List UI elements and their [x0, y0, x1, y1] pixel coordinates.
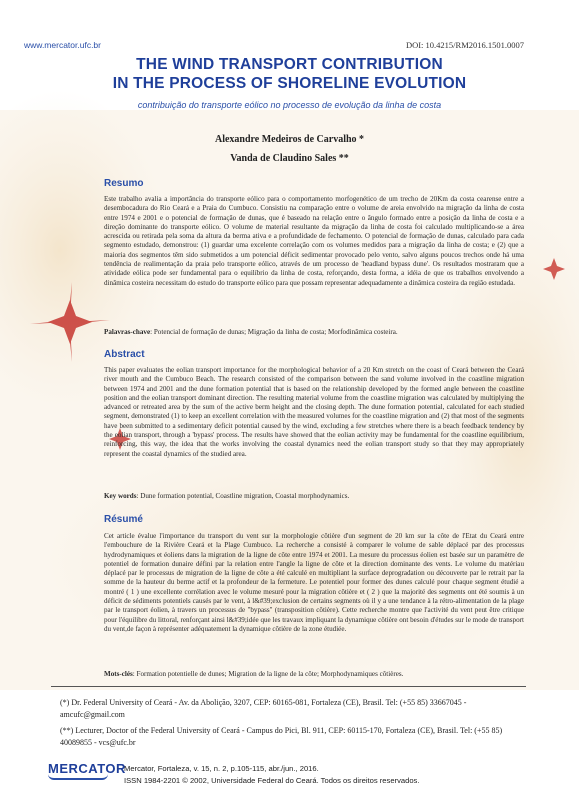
keywords-label: Key words — [104, 492, 137, 500]
article-subtitle: contribuição do transporte eólico no processo de evolução da linha de costa — [137, 100, 442, 110]
logo-text: MERCATOR — [48, 761, 126, 776]
resume-heading: Résumé — [104, 514, 143, 525]
resume-keywords — [104, 670, 524, 679]
article-title-line-2: IN THE PROCESS OF SHORELINE EVOLUTION — [112, 75, 467, 92]
mercator-logo — [48, 761, 126, 780]
footnote-divider — [51, 686, 526, 687]
keywords-value: : Formation potentielle de dunes; Migration de la ligne de la côte; Morphodynamiques côtières. — [132, 670, 404, 678]
resumo-keywords — [104, 328, 524, 337]
author-1: Alexandre Medeiros de Carvalho * — [214, 134, 365, 145]
footnote-author-2: (**) Lecturer, Doctor of the Federal University of Ceará - Campus do Pici, Bl. 911, CEP: 60115-170, Fortaleza (CE), Brasil. Tel: (+55 85) 40089855 - vcs@ufc.br — [60, 726, 503, 747]
issn-copyright: ISSN 1984-2201 © 2002, Universidade Federal do Ceará. Todos os direitos reservados. — [124, 776, 420, 785]
article-title-line-1: THE WIND TRANSPORT CONTRIBUTION — [136, 56, 443, 73]
citation: Mercator, Fortaleza, v. 15, n. 2, p.105-115, abr./jun., 2016. — [124, 764, 319, 773]
keywords-label: Mots-clés — [104, 670, 133, 678]
resumo-text: Este trabalho avalia a importância do transporte eólico para o comportamento morfogenético de um trecho de 20Km da costa cearense entre a desembocadura do Rio Ceará e a Praia do Cumbuco. Consistiu na comparação entre o volume de areia envolvido na migração da linha de costa entre 1974 e 2001 e o potencial de formação de dunas, que é baseado na relação entre o ângulo formado entre a posição da linha de costa e a direção dominante do transporte eólico. O volume de material resultante da migração da linha de costa foi calculado multiplicando-se a área acrescida ou retirada pela soma da altura da berma ativa e a profundidade de fechamento. O potencial de formação de dunas, calculado para cada segmento estudado, demonstrou: (1) guardar uma excelente correlação com os volumes medidos para a migração da linha de costa; e (2) que a maioria dos segmentos têm sido submetidos a um potencial déficit sedimentar provocado pelo vento, salvo alguns poucos trechos onde há uma tendência de realimentação da praia pelo transporte eólico, através de um processo de 'headland bypass dune'. Os resultados mostraram que a atividade eólica pode ser fundamental para o equilíbrio da linha de costa, reforçando, desta forma, a idéia de que os trabalhos envolvendo a dinâmica costeira necessitam do estudo do transporte eólico para que possam representar adequadamente a dinâmica costeira da região estudada. — [104, 195, 524, 287]
abstract-keywords — [104, 492, 524, 501]
keywords-value: : Dune formation potential, Coastline migration, Coastal morphodynamics. — [136, 492, 350, 500]
resumo-heading: Resumo — [104, 178, 144, 189]
author-2: Vanda de Claudino Sales ** — [230, 153, 349, 164]
resume-text: Cet article évalue l'importance du transport du vent sur la morphologie côtière d'un segment de 20 km sur la côte de l'Etat du Ceará entre l'embouchure de la Rivière Ceará et la Plage Cumbuco. La recherche a consisté à comparer le volume de sable déplacé par des processus hydrodynamiques et éoliens dans la migration de la ligne de côte entre 1974 et 2001. La mesure du processus éolien est basée sur un paramètre de potentiel de formation dunaire défini par la relation entre l'angle la ligne de côte et la direction dominante des vents. Le volume du matériau déplacé par le processus de migration de la ligne de côte a été calculé en multipliant la surface deprogradation ou découverte par le retrait par la somme de la hauteur du berme actif et la profondeur de la fermeture. Le potentiel pour former des dunes calculé pour chaque segment étudié a montré ( 1 ) une excellente corrélation avec le volume mesuré pour la migration côtière et ( 2 ) que la majorité des segments ont été soumis à un déficit de sédiments potentiels causés par le vent, à l&#39;exclusion de certains segments où il y a une tendance à la rétro-alimentation de la plage par le transport éolien, à travers un processus de "bypass" (transposition côtière). Cette recherche montre que l'activité du vent peut être critique pour l'équilibre du littoral, renforçant ainsi l&#39;idée que les travaux impliquant la dynamique côtière ont besoin d'études sur le mode de transport du vent,de façon à représenter adéquatement la dynamique côtière de la zone étudiée. — [104, 532, 524, 633]
keywords-label: Palavras-chave — [104, 328, 151, 336]
abstract-heading: Abstract — [104, 349, 145, 360]
journal-url[interactable]: www.mercator.ufc.br — [24, 40, 101, 50]
doi: DOI: 10.4215/RM2016.1501.0007 — [405, 40, 524, 50]
abstract-text: This paper evaluates the eolian transport importance for the morphological behavior of a 20 Km stretch on the coast of Ceará between the Ceará river mouth and the Cumbuco Beach. The research consisted of the comparison between the sand volume involved in the coastline migration between 1974 and 2001 and the dune formation potential that is based on the relationship developed by the formed angle between the coastline position and the eolian transport dominant direction. The resulting material volume from the coastline migration was calculated by multiplying the advanced or retreated area by the sum of the active berm height and the closing depth. The dune formation potential, calculated for each studied segment, demonstrated (1) to keep an excellent correlation with the measured volumes for the coastline migration and (2) that most of the segments have been submitted to a sedimentary deficit potential caused by the wind, excluding a few stretches where there is a beach feedback tendency by the eolian transport, through a 'bypass' process. The results have showed that the eolian activity may be fundamental for the coastline equilibrium, reinforcing, this way, the idea that the works involving the coastal dynamics need the eolian transport study so that they may appropriately represent the coastal dynamics of the studied area. — [104, 366, 524, 458]
footnote-author-1: (*) Dr. Federal University of Ceará - Av. da Abolição, 3207, CEP: 60165-081, Fortaleza (CE), Brasil. Tel: (+55 85) 33667045 - amcufc@gmail.com — [60, 698, 467, 719]
keywords-value: : Potencial de formação de dunas; Migração da linha de costa; Morfodinâmica costeira. — [150, 328, 398, 336]
